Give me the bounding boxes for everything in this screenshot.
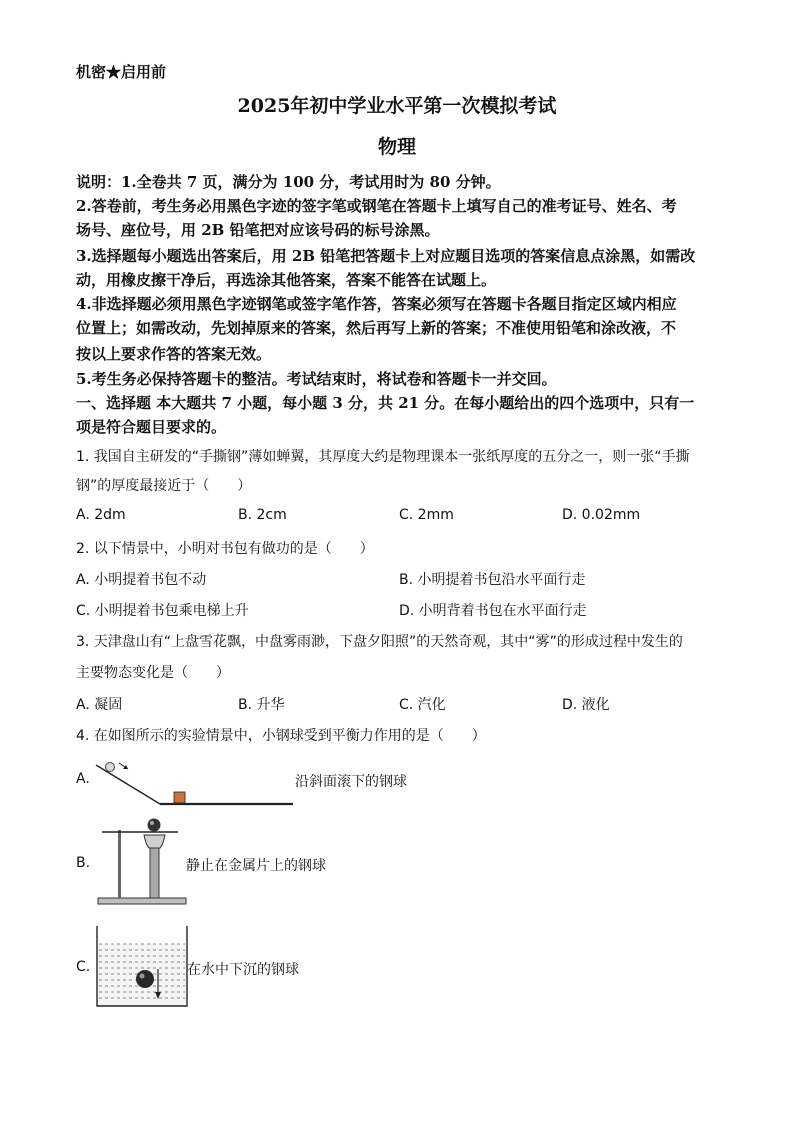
question-3-option-a: A. 凝固 [76, 697, 123, 713]
instruction-line: 3.选择题每小题选出答案后，用 2B 铅笔把答题卡上对应题目选项的答案信息点涂黑，如需改 [76, 247, 696, 265]
question-3-option-b: B. 升华 [238, 697, 285, 713]
question-1-option-d: D. 0.02mm [562, 507, 641, 523]
stand-figure [94, 815, 190, 907]
instruction-line: 4.非选择题必须用黑色字迹钢笔或签字笔作答，答案必须写在答题卡各题目指定区域内相应 [76, 295, 677, 313]
question-1-stem: 1. 我国自主研发的“手撕钢”薄如蝉翼，其厚度大约是物理课本一张纸厚度的五分之一，则一张“手撕 [76, 449, 690, 465]
instruction-line: 说明：1.全卷共 7 页，满分为 100 分，考试用时为 80 分钟。 [76, 173, 501, 191]
incline-figure [90, 757, 300, 807]
section-heading: 项是符合题目要求的。 [76, 418, 227, 436]
secret-mark: 机密★启用前 [76, 63, 167, 81]
question-4-option-c-letter: C. [76, 959, 91, 975]
question-1-option-c: C. 2mm [399, 507, 454, 523]
question-2-option-a: A. 小明提着书包不动 [76, 572, 207, 588]
instruction-line: 2.答卷前，考生务必用黑色字迹的签字笔或钢笔在答题卡上填写自己的准考证号、姓名、考 [76, 197, 677, 215]
question-4-option-c-caption: 在水中下沉的钢球 [187, 962, 299, 978]
question-2-stem: 2. 以下情景中，小明对书包有做功的是（ ） [76, 541, 374, 557]
question-4-option-b-caption: 静止在金属片上的钢球 [186, 858, 326, 874]
question-4-option-b-letter: B. [76, 855, 91, 871]
question-2-option-c: C. 小明提着书包乘电梯上升 [76, 603, 249, 619]
question-3-option-d: D. 液化 [562, 697, 610, 713]
question-2-option-d: D. 小明背着书包在水平面行走 [399, 603, 587, 619]
question-1-option-a: A. 2dm [76, 507, 126, 523]
instruction-line: 5.考生务必保持答题卡的整洁。考试结束时，将试卷和答题卡一并交回。 [76, 370, 557, 388]
question-4-stem: 4. 在如图所示的实验情景中，小钢球受到平衡力作用的是（ ） [76, 728, 486, 744]
water-tank-figure [95, 924, 189, 1008]
subject-title: 物理 [377, 136, 416, 158]
instruction-line: 动，用橡皮擦干净后，再选涂其他答案，答案不能答在试题上。 [76, 271, 497, 289]
instruction-line: 位置上；如需改动，先划掉原来的答案，然后再写上新的答案；不准使用铅笔和涂改液，不 [76, 319, 677, 337]
exam-title: 2025年初中学业水平第一次模拟考试 [237, 95, 557, 117]
question-1-stem: 钢”的厚度最接近于（ ） [76, 478, 252, 494]
instruction-line: 场号、座位号，用 2B 铅笔把对应该号码的标号涂黑。 [76, 221, 440, 239]
question-3-stem: 主要物态变化是（ ） [76, 665, 230, 681]
instruction-line: 按以上要求作答的答案无效。 [76, 345, 272, 363]
question-3-option-c: C. 汽化 [399, 697, 446, 713]
question-2-option-b: B. 小明提着书包沿水平面行走 [399, 572, 586, 588]
question-4-option-a-letter: A. [76, 771, 90, 787]
section-heading: 一、选择题 本大题共 7 小题，每小题 3 分，共 21 分。在每小题给出的四个选项中，只有一 [76, 394, 695, 412]
question-4-option-a-caption: 沿斜面滚下的钢球 [295, 774, 407, 790]
question-3-stem: 3. 天津盘山有“上盘雪花飘，中盘雾雨渺，下盘夕阳照”的天然奇观，其中“雾”的形成过程中发生的 [76, 634, 683, 650]
question-1-option-b: B. 2cm [238, 507, 287, 523]
